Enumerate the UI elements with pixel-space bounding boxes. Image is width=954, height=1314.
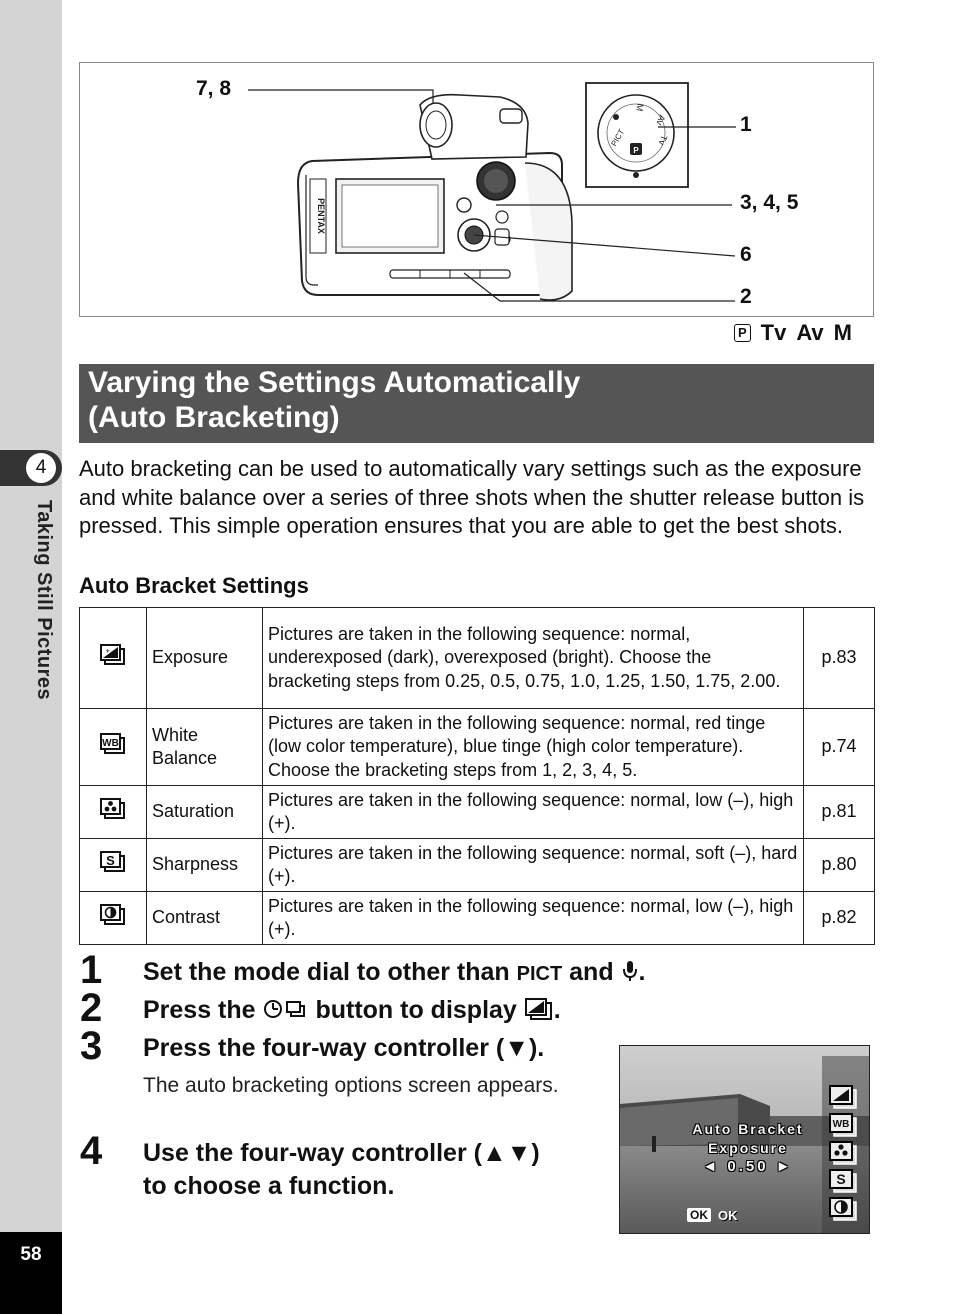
table-cell-name: White Balance	[147, 709, 263, 786]
lcd-saturation-bracket-icon[interactable]	[828, 1140, 858, 1171]
dial-p-mark: P	[633, 146, 639, 155]
exposure-bracket-icon	[524, 997, 554, 1021]
dial-av-mark: Av	[654, 113, 668, 127]
table-row	[80, 839, 875, 892]
mode-p-icon: P	[734, 324, 751, 342]
auto-bracket-table	[79, 607, 875, 945]
chapter-number: 4	[26, 453, 56, 483]
white-balance-bracket-icon	[100, 733, 126, 755]
svg-text:S: S	[836, 1171, 846, 1187]
mode-tv-icon: Tv	[760, 320, 787, 345]
table-title: Auto Bracket Settings	[79, 573, 309, 598]
callout-label-1: 1	[740, 113, 752, 136]
svg-text:+: +	[106, 648, 110, 655]
dial-m-mark: M	[634, 102, 646, 113]
step-1-text: Set the mode dial to other than PICT and .	[143, 958, 646, 986]
lcd-title: Auto Bracket	[692, 1121, 804, 1137]
mode-av-icon: Av	[796, 320, 824, 345]
microphone-icon	[621, 959, 639, 983]
table-row	[80, 608, 875, 709]
pict-mode-label: PICT	[516, 963, 563, 985]
step-1-number: 1	[80, 948, 103, 992]
table-row	[80, 892, 875, 945]
table-cell-page: p.82	[804, 892, 875, 945]
table-cell-page: p.81	[804, 786, 875, 839]
page-number: 58	[20, 1244, 42, 1265]
step-3-text: Press the four-way controller (▼).	[143, 1034, 545, 1062]
table-cell-name: Sharpness	[147, 839, 263, 892]
table-cell-name: Contrast	[147, 892, 263, 945]
mode-m-icon: M	[833, 320, 852, 345]
step-3-body: The auto bracketing options screen appears.	[143, 1074, 559, 1097]
table-cell-name: Saturation	[147, 786, 263, 839]
step-4-text-line2: to choose a function.	[143, 1172, 395, 1200]
table-cell-page: p.83	[804, 608, 875, 709]
step-4-number: 4	[80, 1129, 103, 1173]
table-cell-description: Pictures are taken in the following sequence: normal, underexposed (dark), overexposed (bright). Choose the bracketing steps from 0.25, 0.5, 0.75, 1.0, 1.25, 1.50, 1.75, 2.00.	[263, 608, 804, 709]
camera-figure	[79, 62, 874, 317]
table-cell-description: Pictures are taken in the following sequence: normal, red tinge (low color temperature), blue tinge (high color temperature). Choose the bracketing steps from 1, 2, 3, 4, 5.	[263, 709, 804, 786]
callout-label-3-4-5: 3, 4, 5	[740, 191, 799, 214]
self-timer-drive-icon	[263, 997, 309, 1021]
saturation-bracket-icon	[100, 798, 126, 820]
lcd-subtitle: Exposure	[708, 1140, 788, 1156]
step-3-number: 3	[80, 1024, 103, 1068]
section-header	[79, 364, 874, 443]
callout-label-2: 2	[740, 285, 752, 308]
exposure-bracket-icon	[100, 644, 126, 666]
chapter-tab	[0, 450, 62, 486]
svg-text:WB: WB	[832, 1119, 850, 1130]
dial-tv-mark: Tv	[656, 133, 670, 147]
camera-brand-text: PENTAX	[316, 198, 326, 234]
chapter-title: Taking Still Pictures	[33, 500, 55, 701]
table-cell-name: Exposure	[147, 608, 263, 709]
step-4-text-line1: Use the four-way controller (▲▼)	[143, 1139, 540, 1167]
table-cell-page: p.74	[804, 709, 875, 786]
step-2-text: Press the button to display .	[143, 996, 561, 1024]
table-row	[80, 709, 875, 786]
callout-label-6: 6	[740, 243, 752, 266]
applicable-modes	[734, 320, 852, 346]
lcd-value-selector[interactable]: ◄ 0.50 ►	[702, 1158, 794, 1175]
lcd-exposure-bracket-icon[interactable]	[828, 1084, 858, 1115]
lcd-contrast-bracket-icon[interactable]	[828, 1196, 858, 1227]
table-cell-description: Pictures are taken in the following sequence: normal, low (–), high (+).	[263, 786, 804, 839]
table-cell-page: p.80	[804, 839, 875, 892]
lcd-screen	[619, 1045, 870, 1234]
lcd-ok-label: OK	[718, 1208, 738, 1223]
table-cell-description: Pictures are taken in the following sequence: normal, soft (–), hard (+).	[263, 839, 804, 892]
lcd-white-balance-bracket-icon[interactable]	[828, 1112, 858, 1143]
lcd-ok-key-icon[interactable]: OK	[687, 1208, 711, 1222]
s-icon-text: S	[106, 852, 115, 868]
lcd-sharpness-bracket-icon[interactable]	[828, 1168, 858, 1199]
step-2-number: 2	[80, 986, 103, 1030]
table-row	[80, 786, 875, 839]
page-number-box	[0, 1232, 62, 1314]
dial-pict-mark: PICT	[609, 127, 627, 148]
callout-label-7-8: 7, 8	[196, 77, 232, 100]
sharpness-bracket-icon	[100, 851, 126, 873]
intro-paragraph: Auto bracketing can be used to automatically vary settings such as the exposure and white balance over a series of three shots when the shutter release button is pressed. This simple operation ensures that you are able to get the best shots.	[79, 456, 865, 538]
contrast-bracket-icon	[100, 904, 126, 926]
section-title-line2: (Auto Bracketing)	[88, 401, 340, 434]
wb-icon-text: WB	[102, 737, 119, 749]
section-title-line1: Varying the Settings Automatically	[88, 366, 581, 399]
table-cell-description: Pictures are taken in the following sequence: normal, low (–), high (+).	[263, 892, 804, 945]
